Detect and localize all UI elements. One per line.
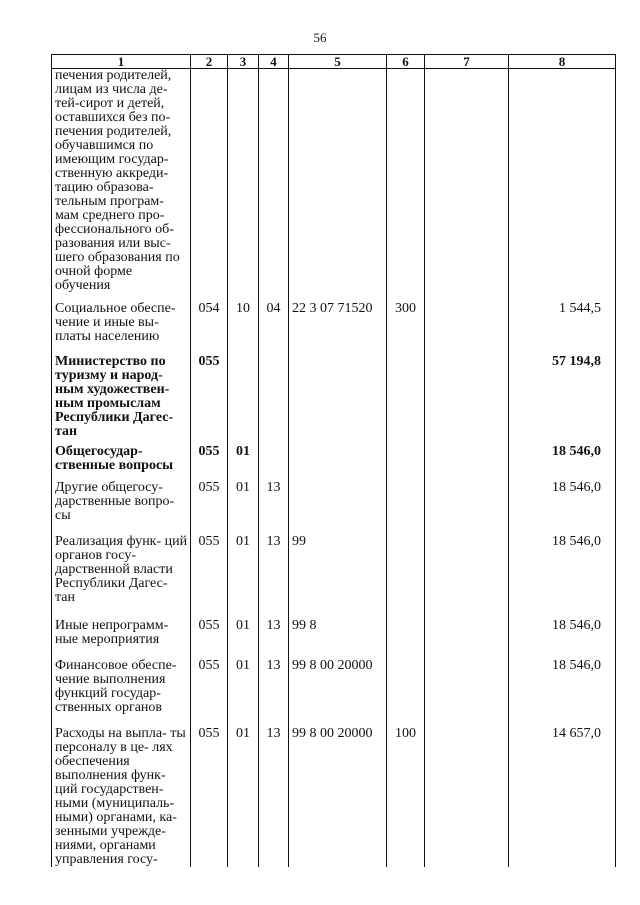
row-value-cell [387, 535, 425, 619]
row-value-cell [228, 69, 259, 303]
row-value-cell: 10 [228, 302, 259, 355]
row-value-cell: 055 [191, 481, 228, 535]
column-header: 1 [52, 55, 191, 69]
row-value-cell: 01 [228, 481, 259, 535]
row-value-cell: 18 546,0 [509, 481, 616, 535]
row-value-cell: 01 [228, 619, 259, 659]
row-value-cell: 22 3 07 71520 [289, 302, 387, 355]
row-value-cell [289, 445, 387, 481]
row-value-cell: 055 [191, 535, 228, 619]
row-value-cell: 14 657,0 [509, 727, 616, 867]
row-value-cell [509, 69, 616, 303]
row-value-cell: 99 8 00 20000 [289, 659, 387, 727]
table-row [52, 659, 616, 727]
row-value-cell: 99 8 [289, 619, 387, 659]
row-value-cell [387, 619, 425, 659]
row-value-cell: 18 546,0 [509, 445, 616, 481]
row-value-cell [425, 302, 509, 355]
row-value-cell: 13 [259, 727, 289, 867]
row-name-cell: Финансовое обеспе- чение выполнения функций государ- ственных органов [52, 659, 191, 727]
row-value-cell [425, 619, 509, 659]
row-value-cell: 055 [191, 445, 228, 481]
row-value-cell: 13 [259, 535, 289, 619]
row-value-cell: 054 [191, 302, 228, 355]
table-row [52, 619, 616, 659]
table-row [52, 355, 616, 445]
table-row [52, 481, 616, 535]
row-value-cell [259, 355, 289, 445]
row-value-cell [387, 445, 425, 481]
table-row [52, 727, 616, 867]
table-row [52, 69, 616, 303]
row-value-cell [289, 481, 387, 535]
row-value-cell: 01 [228, 445, 259, 481]
row-value-cell: 57 194,8 [509, 355, 616, 445]
row-value-cell [425, 481, 509, 535]
row-name-cell: Социальное обеспе- чение и иные вы- платы населению [52, 302, 191, 355]
row-value-cell: 99 8 00 20000 [289, 727, 387, 867]
budget-table [51, 54, 616, 867]
row-name-cell: Расходы на выпла- ты персоналу в це- лях обеспечения выполнения функ- ций государствен- ными (муниципаль- ными) органами, ка- зенными учрежде- ниями, органами управления госу- [52, 727, 191, 867]
row-value-cell: 01 [228, 535, 259, 619]
row-name-cell: Министерство по туризму и народ- ным художествен- ным промыслам Республики Дагес- тан [52, 355, 191, 445]
row-name-cell: Реализация функ- ций органов госу- дарственной власти Республики Дагес- тан [52, 535, 191, 619]
row-value-cell: 300 [387, 302, 425, 355]
row-value-cell [425, 535, 509, 619]
row-value-cell: 055 [191, 727, 228, 867]
row-value-cell: 055 [191, 659, 228, 727]
row-value-cell: 18 546,0 [509, 659, 616, 727]
column-header: 5 [289, 55, 387, 69]
row-value-cell: 100 [387, 727, 425, 867]
table-row [52, 302, 616, 355]
column-header: 6 [387, 55, 425, 69]
row-name-cell: Другие общегосу- дарственные вопро- сы [52, 481, 191, 535]
column-header: 8 [509, 55, 616, 69]
row-value-cell: 13 [259, 481, 289, 535]
row-value-cell: 04 [259, 302, 289, 355]
row-value-cell: 055 [191, 619, 228, 659]
row-value-cell [259, 445, 289, 481]
row-value-cell [289, 69, 387, 303]
column-header: 3 [228, 55, 259, 69]
row-value-cell [289, 355, 387, 445]
row-value-cell [387, 659, 425, 727]
row-value-cell: 13 [259, 659, 289, 727]
row-value-cell [425, 69, 509, 303]
row-value-cell [387, 481, 425, 535]
row-value-cell [387, 69, 425, 303]
table-header-row [52, 55, 616, 69]
row-value-cell: 01 [228, 727, 259, 867]
page-number: 56 [313, 30, 327, 45]
column-header: 2 [191, 55, 228, 69]
row-value-cell: 13 [259, 619, 289, 659]
row-name-cell: Общегосудар- ственные вопросы [52, 445, 191, 481]
row-value-cell: 18 546,0 [509, 619, 616, 659]
row-value-cell [228, 355, 259, 445]
column-header: 4 [259, 55, 289, 69]
row-value-cell [387, 355, 425, 445]
table-row [52, 445, 616, 481]
row-name-cell: печения родителей, лицам из числа де- тей-сирот и детей, оставшихся без по- печения родителей, обучавшимся по имеющим государ- ственную аккреди- тацию образова- тельным програм- мам среднего про- фессионального об- разования или выс- шего образования по очной форме обучения [52, 69, 191, 303]
row-value-cell: 18 546,0 [509, 535, 616, 619]
row-name-cell: Иные непрограмм- ные мероприятия [52, 619, 191, 659]
column-header: 7 [425, 55, 509, 69]
row-value-cell [425, 445, 509, 481]
row-value-cell [191, 69, 228, 303]
row-value-cell: 1 544,5 [509, 302, 616, 355]
table-row [52, 535, 616, 619]
row-value-cell [259, 69, 289, 303]
row-value-cell [425, 355, 509, 445]
row-value-cell [425, 659, 509, 727]
row-value-cell: 055 [191, 355, 228, 445]
row-value-cell: 01 [228, 659, 259, 727]
row-value-cell: 99 [289, 535, 387, 619]
row-value-cell [425, 727, 509, 867]
